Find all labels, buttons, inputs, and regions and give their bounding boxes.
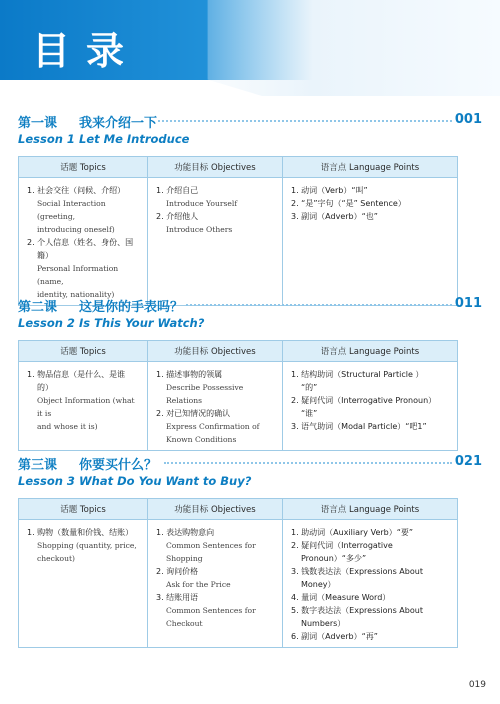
objective-line: Introduce Others [166,225,233,234]
objective-line: Shopping [166,554,203,563]
topic-line: identity, nationality) [37,290,115,299]
lesson-heading-en [18,314,482,332]
objective-line: 2. 询问价格 [156,567,199,576]
language-point-line: 4. 量词（Measure Word） [291,593,391,602]
language-point-line: 2. 疑问代词（Interrogative Pronoun） [291,396,437,405]
lesson-page-number: 001 [454,112,482,127]
topics-cell [19,362,148,451]
lesson-heading[interactable] [18,452,482,472]
topic-line: Social Interaction (greeting, [37,199,106,221]
lesson-heading-en [18,130,482,148]
topic-line: introducing oneself) [37,225,115,234]
topic-line: checkout) [37,554,75,563]
objective-line: Common Sentences for [166,606,256,615]
objective-line: Checkout [166,619,203,628]
objective-line: 1. 介绍自己 [156,186,199,195]
leader-dots [158,120,452,122]
header-topics: 话题 Topics [19,499,148,520]
objective-line: 2. 介绍他人 [156,212,199,221]
topic-line: 的） [37,383,53,392]
page-title: 目录 [32,29,141,73]
language-point-line: 1. 动词（Verb）“叫” [291,186,368,195]
page-number: 019 [468,680,486,690]
language-point-line: 3. 语气助词（Modal Particle）“吧1” [291,422,427,431]
objectives-cell [148,178,283,306]
lesson-heading[interactable] [18,110,482,130]
lesson-1 [18,110,482,306]
objective-line: 3. 结账用语 [156,593,199,602]
header-language-points: 语言点 Language Points [283,499,458,520]
lesson-page-number: 021 [454,454,482,469]
language-point-line: Numbers） [301,619,346,628]
topic-line: 籍） [37,251,53,260]
topic-line: Object Information (what it is [37,396,135,418]
topics-cell [19,520,148,648]
objectives-cell [148,362,283,451]
objectives-cell [148,520,283,648]
header-objectives: 功能目标 Objectives [148,341,283,362]
language-point-line: “的” [301,383,318,392]
leader-dots [164,462,452,464]
header-objectives: 功能目标 Objectives [148,499,283,520]
lesson-number-en: Lesson 1 [18,132,75,146]
lesson-table [18,340,458,451]
lesson-number-cn: 第三课 [18,458,58,473]
language-point-line: 6. 副词（Adverb）“再” [291,632,378,641]
objective-line: Describe Possessive Relations [166,383,244,405]
lesson-2 [18,294,482,451]
language-point-line: 1. 助动词（Auxiliary Verb）“要” [291,528,414,537]
objective-line: Ask for the Price [166,580,231,589]
objective-line: 1. 描述事物的领属 [156,370,223,379]
lesson-number-en: Lesson 2 [18,316,75,330]
language-point-line: Pronoun）“多少” [301,554,367,563]
lesson-3 [18,452,482,648]
lesson-table [18,498,458,648]
language-points-cell [283,520,458,648]
header-objectives: 功能目标 Objectives [148,157,283,178]
topic-line: 1. 物品信息（是什么、是谁 [27,370,126,379]
lesson-number-en: Lesson 3 [18,474,75,488]
language-point-line: 1. 结构助词（Structural Particle ） [291,370,424,379]
topic-line: Shopping (quantity, price, [37,541,137,550]
lesson-title-cn: 这是你的手表吗？ [79,300,184,315]
objective-line: Introduce Yourself [166,199,238,208]
header-topics: 话题 Topics [19,341,148,362]
language-point-line: 2. 疑问代词（Interrogative [291,541,393,550]
leader-dots [186,304,452,306]
language-point-line: 5. 数字表达法（Expressions About [291,606,423,615]
objective-line: Express Confirmation of [166,422,260,431]
lesson-page-number: 011 [454,296,482,311]
lesson-title-en: Let Me Introduce [79,132,190,146]
header-decoration [160,0,500,96]
language-point-line: Money） [301,580,336,589]
lesson-number-cn: 第一课 [18,116,58,131]
topics-cell [19,178,148,306]
objective-line: 2. 对已知情况的确认 [156,409,231,418]
language-point-line: “谁” [301,409,318,418]
table-header-row [19,157,458,178]
topic-line: 1. 社会交往（问候、介绍） [27,186,126,195]
objective-line: Known Conditions [166,435,237,444]
table-header-row [19,341,458,362]
table-row [19,178,458,306]
language-point-line: 3. 副词（Adverb）“也” [291,212,378,221]
table-row [19,362,458,451]
topic-line: 1. 购物（数量和价钱、结账） [27,528,134,537]
objective-line: 1. 表达购物意向 [156,528,215,537]
language-points-cell [283,178,458,306]
header-language-points: 语言点 Language Points [283,341,458,362]
header-language-points: 语言点 Language Points [283,157,458,178]
lesson-title-cn: 你要买什么？ [79,458,158,473]
lesson-table [18,156,458,306]
lesson-title-cn: 我来介绍一下 [79,116,158,131]
lesson-number-cn: 第二课 [18,300,58,315]
lesson-title-en: What Do You Want to Buy? [79,474,252,488]
topic-line: Personal Information (name, [37,264,119,286]
lesson-title-en: Is This Your Watch? [79,316,205,330]
language-point-line: 2. “是”字句（“是” Sentence） [291,199,406,208]
table-header-row [19,499,458,520]
header-topics: 话题 Topics [19,157,148,178]
objective-line: Common Sentences for [166,541,256,550]
language-point-line: 3. 钱数表达法（Expressions About [291,567,423,576]
language-points-cell [283,362,458,451]
lesson-heading[interactable] [18,294,482,314]
topic-line: 2. 个人信息（姓名、身份、国 [27,238,134,247]
lesson-heading-en [18,472,482,490]
table-row [19,520,458,648]
topic-line: and whose it is) [37,422,98,431]
